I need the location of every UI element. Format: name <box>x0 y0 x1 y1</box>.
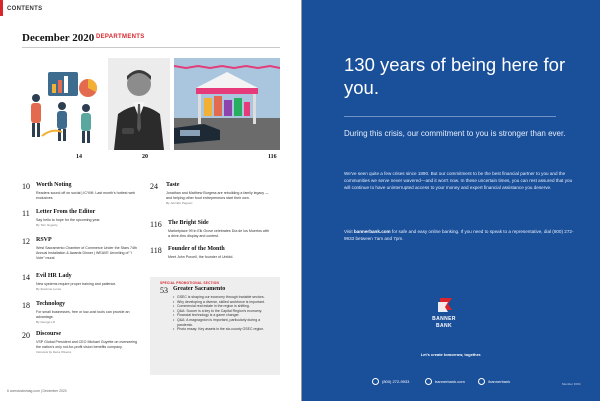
contents-entry[interactable] <box>22 301 140 331</box>
contents-entry[interactable] <box>150 246 280 268</box>
entry-description <box>36 282 140 292</box>
entry-description: West Sacramento Chamber of Commerce Under the Stars 74th Annual Installation & Awards Dinner | WEAVE Unveiling of "I Vote" mural <box>36 246 138 260</box>
entry-description <box>36 340 140 355</box>
photo-page-number: 20 <box>142 154 148 160</box>
entry-page-number: 12 <box>22 237 30 246</box>
website-contact[interactable] <box>425 378 465 385</box>
contents-entry[interactable] <box>22 182 140 206</box>
entry-page-number: 116 <box>150 220 162 229</box>
hr-illustration-image <box>22 58 104 150</box>
promo-page-number: 53 <box>160 286 168 295</box>
entry-title: Founder of the Month <box>168 246 225 252</box>
promo-list-item: • Why developing a diverse, skilled workforce is important. <box>173 300 275 305</box>
photo-page-number: 116 <box>268 154 277 160</box>
entry-page-number: 24 <box>150 182 158 191</box>
body-text-pre: Visit <box>344 229 354 234</box>
entry-title: Taste <box>166 182 180 188</box>
contents-entry[interactable] <box>22 331 140 371</box>
contents-entry[interactable] <box>22 209 140 237</box>
entry-title: Evil HR Lady <box>36 273 72 279</box>
ad-body-text: We've seen quite a few crises since 1890. But our commitment to be the best financial partner to you and the communities we serve never wavered—and it won't now. In these uncertain times, you can rest assured that you will continue to have uninterrupted access to your money and expert financial assistance you deserve. <box>344 171 573 190</box>
entry-description <box>166 191 270 206</box>
globe-icon <box>425 378 432 385</box>
contents-entry[interactable] <box>22 273 140 301</box>
promo-list-item: • GSEC is shaping our economy through tradable sectors. <box>173 295 275 300</box>
entry-page-number: 10 <box>22 182 30 191</box>
ad-subhead: During this crisis, our commitment to you is stronger than ever. <box>344 129 566 138</box>
contents-entry[interactable] <box>150 182 280 218</box>
promo-list-item: • Financial technology is a game changer. <box>173 313 275 318</box>
bank-website-link[interactable]: bannerbank.com <box>353 229 391 234</box>
entry-page-number: 14 <box>22 273 30 282</box>
contents-entry[interactable] <box>150 220 280 244</box>
entry-title: Technology <box>36 301 66 307</box>
logo-word-bank: BANK <box>435 323 453 329</box>
photo-page-number: 14 <box>76 154 82 160</box>
departments-label: DEPARTMENTS <box>96 34 145 40</box>
entry-title: RSVP <box>36 237 52 243</box>
entry-text: New systems require proper training and patience. <box>36 282 117 286</box>
festival-display-image <box>174 58 280 150</box>
member-fdic: Member FDIC <box>562 382 581 386</box>
entry-description <box>36 310 140 325</box>
entry-text: Say hello to hope for the upcoming year. <box>36 218 101 222</box>
entry-page-number: 11 <box>22 209 30 218</box>
entry-title: Letter From the Editor <box>36 209 96 215</box>
headline-rule <box>344 116 556 117</box>
section-color-bar <box>0 0 3 16</box>
entry-page-number: 118 <box>150 246 162 255</box>
entry-text: Jonathan and Matthew Burgess are rebuilding a family legacy — and helping other food entrepreneurs start their own. <box>166 191 269 200</box>
promo-title: Greater Sacramento <box>173 286 226 292</box>
entry-byline: By Suzanne Lucas <box>36 287 62 291</box>
entry-page-number: 20 <box>22 331 30 340</box>
entry-description: Marketplace 99 in Elk Grove celebrates Día de los Muertos with a drive-thru display and contest. <box>168 229 270 238</box>
entry-byline: By Jennifer Pegram <box>166 201 193 205</box>
promo-list-item: • Q&A: A magnagnion is important, particularly during a pandemic. <box>173 318 275 327</box>
phone-contact[interactable] <box>372 378 409 385</box>
entry-title: Worth Noting <box>36 182 72 188</box>
ad-body-text-contact <box>344 228 574 242</box>
promo-label: SPECIAL PROMOTIONAL SECTION <box>160 281 219 285</box>
entry-page-number: 18 <box>22 301 30 310</box>
promo-list-item: • Commercial real estate in the region is shifting. <box>173 304 275 309</box>
page-footer: 6 comstocksmag.com | December 2020 <box>7 389 67 393</box>
contents-entry[interactable] <box>22 237 140 273</box>
logo-flag-icon <box>418 296 470 316</box>
promo-list <box>173 295 275 332</box>
promo-list-item: • Photo essay: Key assets in the six-county GSEC region. <box>173 327 275 332</box>
entry-description: Readers sound off on social | ICYMI: Last month's hottest web exclusives <box>36 191 136 200</box>
body-text-post: for safe and easy online banking. If you need to speak to a representative, dial (800) 272-9933 between 7am and 7pm. <box>344 229 574 241</box>
entry-byline: By Tom Gugerty <box>36 223 58 227</box>
social-handle: /bannerbank <box>488 379 511 384</box>
entry-text: VSP Global President and CEO Michael Guyette on overseeing the nation's only not-for-profit vision benefits company. <box>36 340 138 349</box>
entry-byline: By George Lill <box>36 320 55 324</box>
entry-title: The Bright Side <box>168 220 209 226</box>
social-contact[interactable] <box>478 378 510 385</box>
header-rule <box>22 47 280 48</box>
executive-portrait-image <box>108 58 170 150</box>
bank-advertisement-page <box>302 0 600 401</box>
banner-bank-logo <box>418 296 470 336</box>
entry-text: For small businesses, free or low-cost tools can provide an advantage. <box>36 310 130 319</box>
issue-month: December 2020 <box>22 32 95 44</box>
logo-word-banner: BANNER <box>432 316 456 322</box>
facebook-icon <box>478 378 485 385</box>
ad-headline: 130 years of being here for you. <box>344 54 566 98</box>
entry-description: Meet John Purcell, the founder of Unfold. <box>168 255 234 259</box>
phone-number: (800) 272-9933 <box>382 379 410 384</box>
entry-byline: Interview by Dena Oliveira <box>36 350 72 354</box>
section-label: CONTENTS <box>7 6 43 12</box>
entry-description <box>36 218 140 228</box>
ad-tagline: Let's create tomorrow, together. <box>420 352 482 357</box>
website-text: bannerbank.com <box>435 379 465 384</box>
promo-list-item: • Q&A: Soccer is a key to the Capital Region's economy. <box>173 309 275 314</box>
phone-icon <box>372 378 379 385</box>
entry-title: Discourse <box>36 331 61 337</box>
promotional-section-box[interactable] <box>150 277 280 375</box>
